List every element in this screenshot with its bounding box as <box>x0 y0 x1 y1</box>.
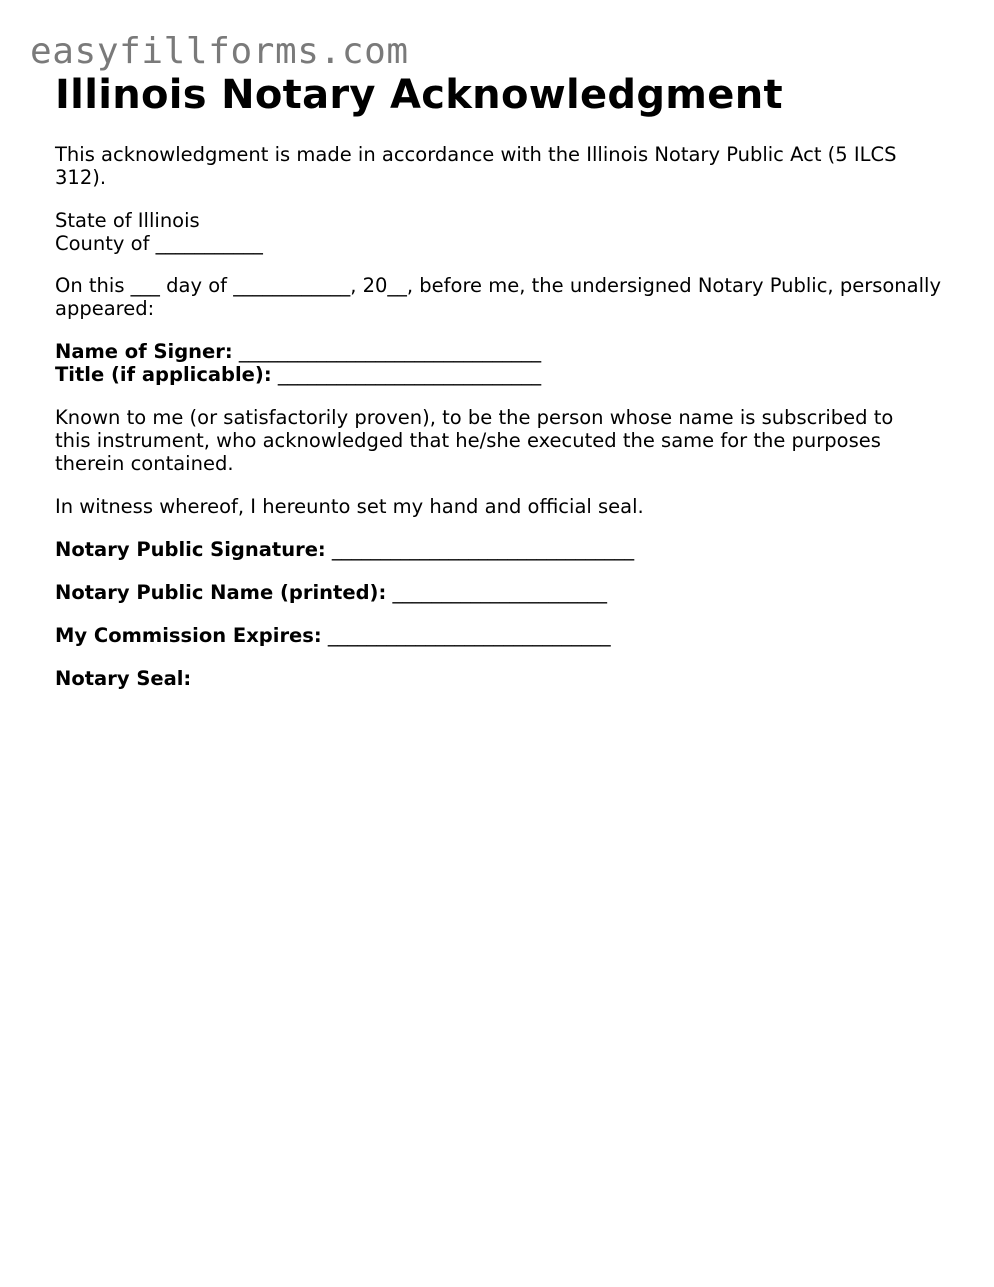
notary-seal-row <box>55 667 955 690</box>
watermark: easyfillforms.com <box>30 31 409 72</box>
signer-title-label: Title (if applicable): <box>55 363 272 386</box>
venue-block <box>55 209 955 255</box>
notary-name-blank: ______________________ <box>386 581 607 604</box>
signer-name-blank: _______________________________ <box>232 340 542 363</box>
document <box>55 71 955 690</box>
intro-paragraph: This acknowledgment is made in accordance with the Illinois Notary Public Act (5 ILCS 312). <box>55 143 897 189</box>
signer-title-blank: ___________________________ <box>271 363 542 386</box>
date-paragraph: On this ___ day of ____________, 20__, before me, the undersigned Notary Public, personally appeared: <box>55 274 941 320</box>
witness-paragraph: In witness whereof, I hereunto set my hand and official seal. <box>55 495 644 518</box>
known-paragraph: Known to me (or satisfactorily proven), to be the person whose name is subscribed to this instrument, who acknowledged that he/she executed the same for the purposes therein contained. <box>55 406 894 475</box>
signer-title-row <box>55 363 955 386</box>
commission-expires-blank: _____________________________ <box>321 624 611 647</box>
county-line: County of ___________ <box>55 232 263 255</box>
commission-expires-label: My Commission Expires: <box>55 624 322 647</box>
notary-name-row <box>55 581 955 604</box>
notary-name-label: Notary Public Name (printed): <box>55 581 387 604</box>
notary-signature-blank: _______________________________ <box>325 538 635 561</box>
state-line: State of Illinois <box>55 209 200 232</box>
page-title: Illinois Notary Acknowledgment <box>55 72 783 118</box>
signer-name-row <box>55 340 955 363</box>
notary-signature-row <box>55 538 955 561</box>
notary-seal-label: Notary Seal: <box>55 667 192 690</box>
signer-name-label: Name of Signer: <box>55 340 233 363</box>
signer-block <box>55 340 955 386</box>
commission-expires-row <box>55 624 955 647</box>
notary-signature-label: Notary Public Signature: <box>55 538 326 561</box>
